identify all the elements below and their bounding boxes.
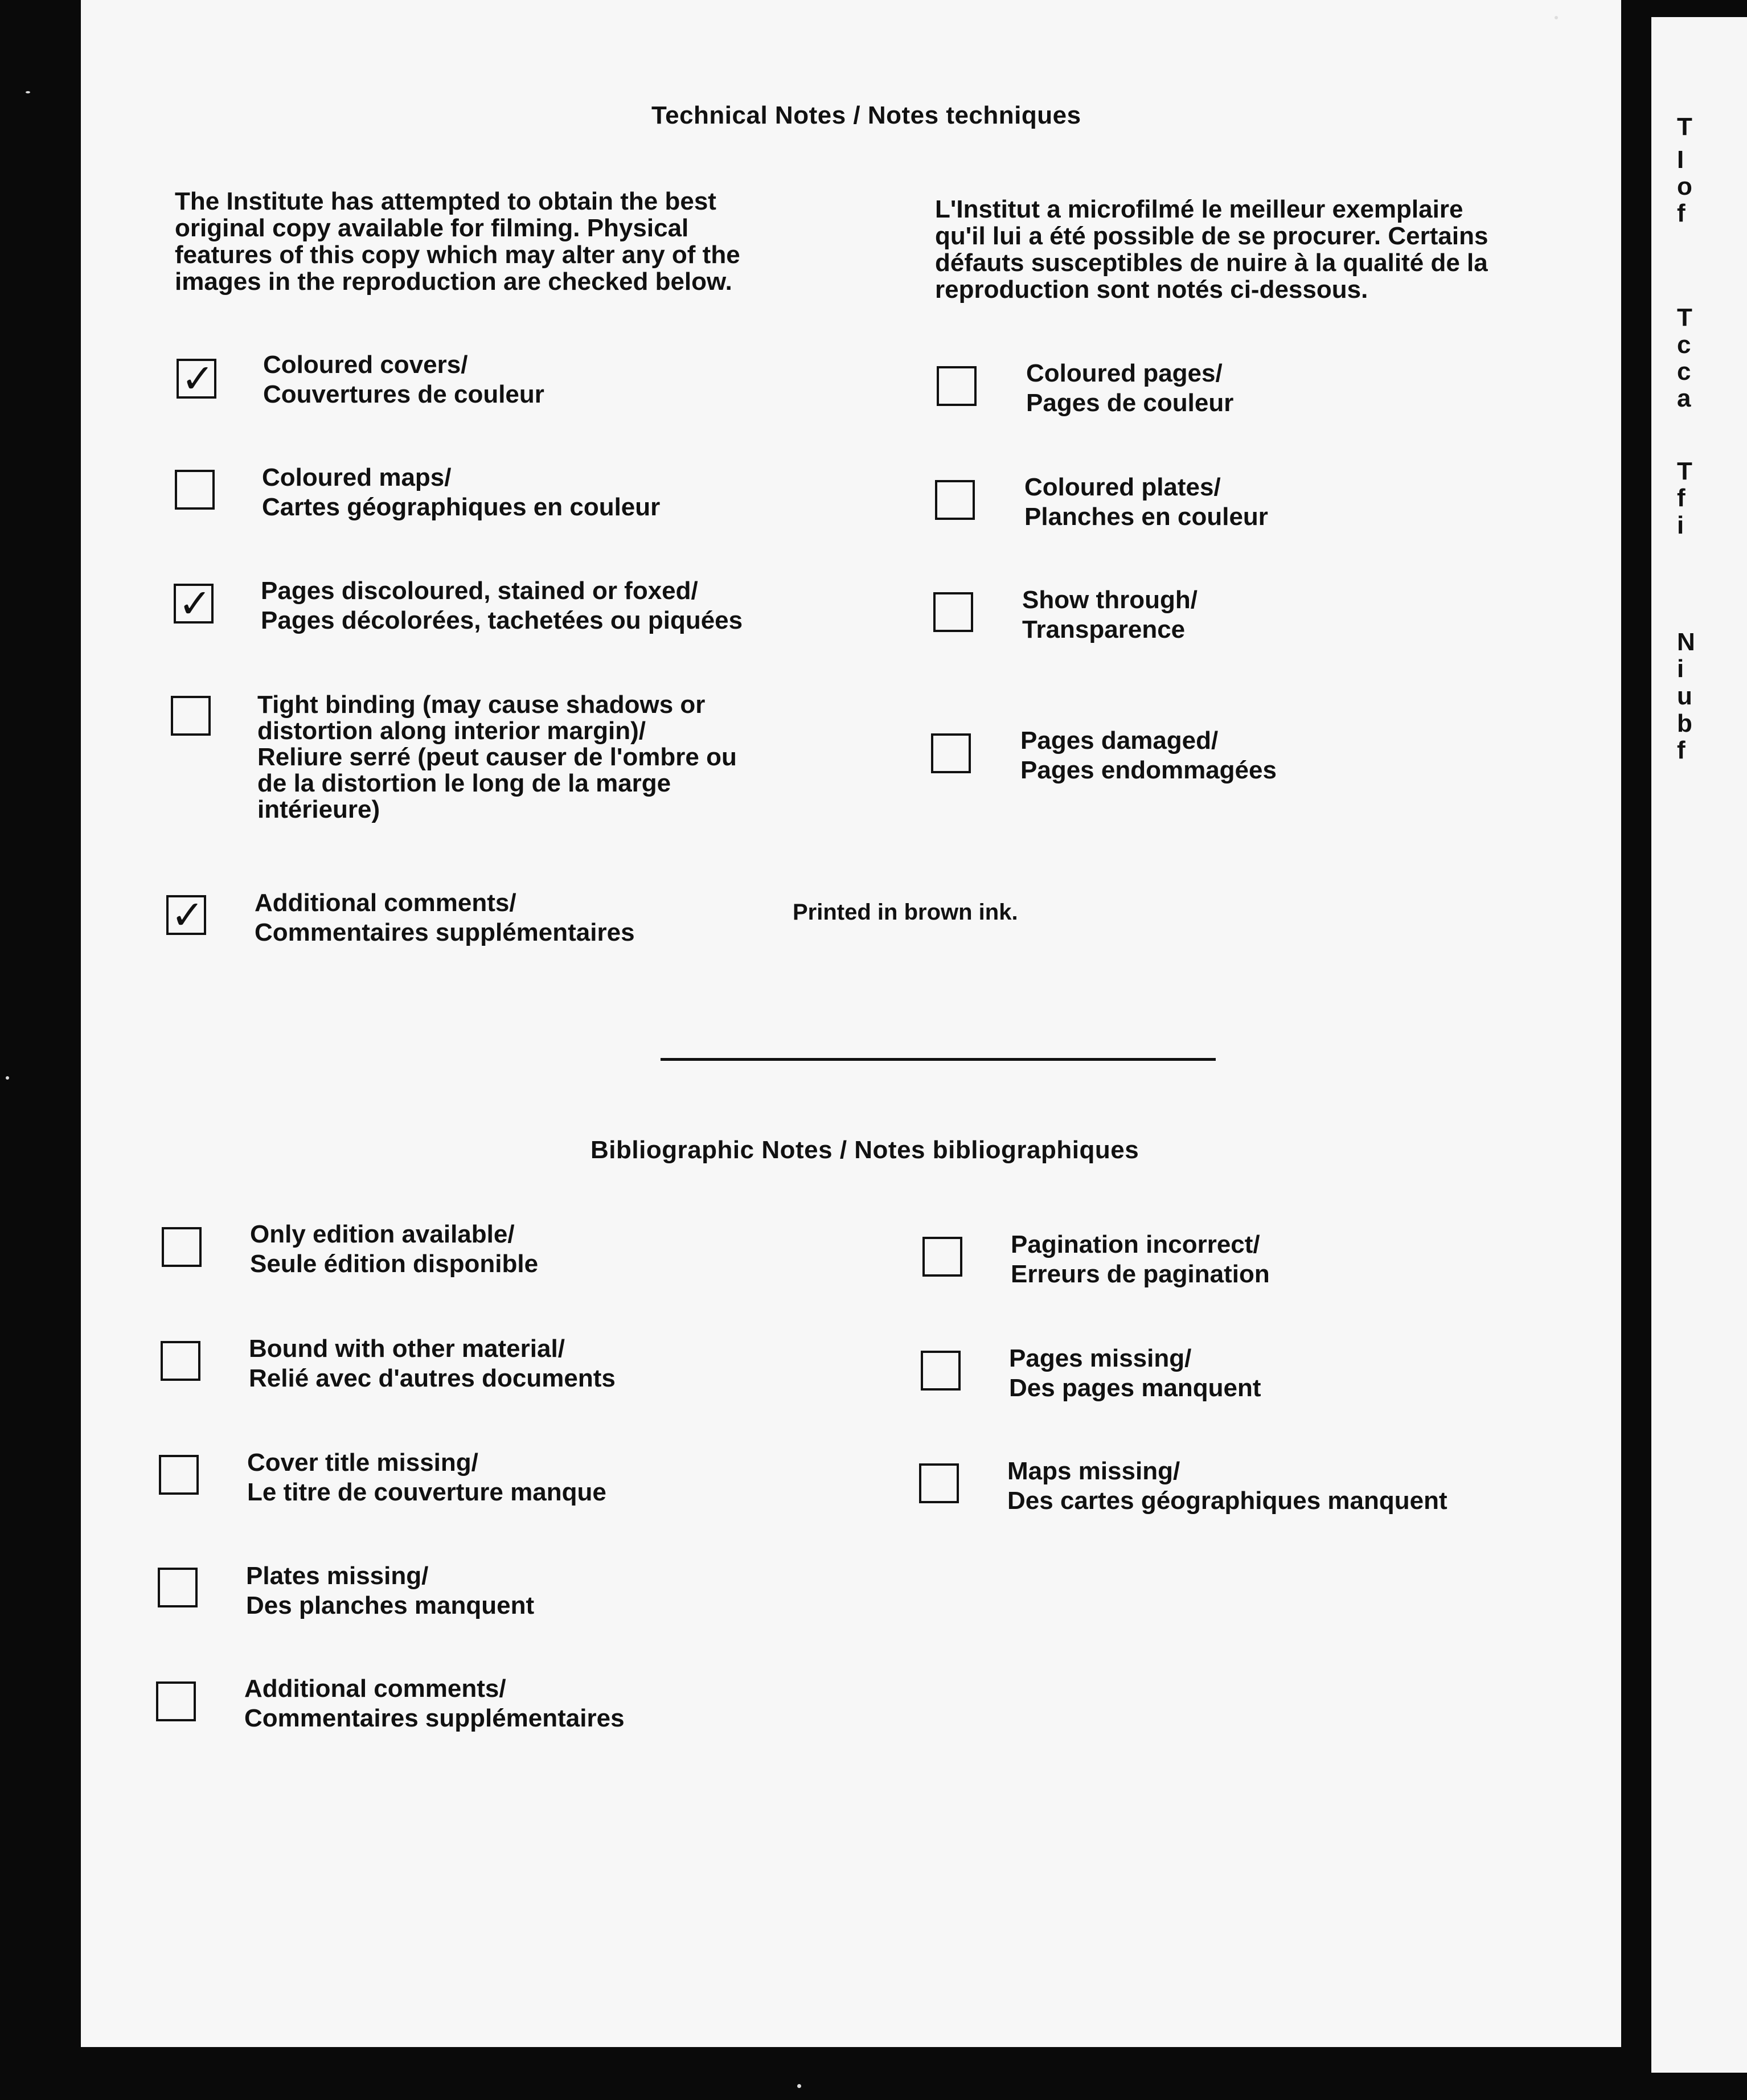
adjacent-fragment: o — [1677, 173, 1692, 200]
label-pages-missing: Pages missing/ Des pages manquent — [1009, 1344, 1261, 1402]
film-speck — [6, 1076, 9, 1080]
label-cover-title-missing: Cover title missing/ Le titre de couverture manque — [247, 1449, 606, 1506]
adjacent-fragment: i — [1677, 511, 1684, 539]
checkbox-coloured-covers[interactable] — [177, 356, 216, 401]
intro-en-line: original copy available for filming. Physical — [175, 214, 689, 242]
adjacent-fragment: a — [1677, 384, 1691, 412]
film-speck — [797, 2084, 801, 2088]
checkbox-pages-missing[interactable] — [921, 1351, 961, 1391]
checkbox-coloured-pages[interactable] — [937, 366, 977, 406]
technical-notes-title: Technical Notes / Notes techniques — [651, 101, 1081, 129]
checkbox-coloured-maps[interactable] — [175, 470, 215, 510]
label-coloured-maps: Coloured maps/ Cartes géographiques en couleur — [262, 464, 661, 521]
adjacent-fragment: c — [1677, 358, 1691, 385]
bibliographic-notes-title: Bibliographic Notes / Notes bibliographiques — [590, 1136, 1139, 1164]
label-coloured-pages: Coloured pages/ Pages de couleur — [1026, 359, 1234, 417]
section-divider — [661, 1058, 1216, 1061]
adjacent-fragment: i — [1677, 655, 1684, 683]
checkbox-coloured-plates[interactable] — [935, 480, 975, 520]
checkbox-plates-missing[interactable] — [158, 1568, 198, 1607]
checkbox-pages-discoloured[interactable] — [174, 581, 214, 626]
adjacent-page-edge — [1651, 17, 1747, 2073]
label-pages-damaged: Pages damaged/ Pages endommagées — [1020, 727, 1277, 784]
label-coloured-covers: Coloured covers/ Couvertures de couleur — [263, 351, 544, 408]
adjacent-fragment: f — [1677, 484, 1686, 512]
checkbox-only-edition[interactable] — [162, 1227, 202, 1267]
checkbox-cover-title-missing[interactable] — [159, 1455, 199, 1495]
checkbox-additional-comments-technical[interactable] — [166, 895, 206, 935]
film-speck — [1555, 16, 1558, 19]
check-mark-icon: ✓ — [181, 356, 215, 401]
intro-en-line: features of this copy which may alter any of the — [175, 241, 740, 269]
label-pages-discoloured: Pages discoloured, stained or foxed/ Pages décolorées, tachetées ou piquées — [261, 577, 743, 634]
check-mark-icon: ✓ — [171, 893, 204, 937]
checkbox-pagination-incorrect[interactable] — [922, 1237, 962, 1277]
adjacent-fragment: b — [1677, 709, 1692, 737]
label-maps-missing: Maps missing/ Des cartes géographiques manquent — [1007, 1457, 1447, 1515]
checkbox-tight-binding[interactable] — [171, 696, 211, 736]
intro-fr-line: L'Institut a microfilmé le meilleur exemplaire — [935, 195, 1463, 223]
label-tight-binding: Tight binding (may cause shadows or distortion along interior margin)/ Reliure serré (peut causer de l'ombre ou de la distortion le long de la marge intérieure) — [257, 691, 737, 823]
film-speck — [26, 91, 30, 93]
adjacent-fragment: f — [1677, 199, 1686, 227]
adjacent-fragment: T — [1677, 113, 1692, 141]
label-additional-comments-technical: Additional comments/ Commentaires supplémentaires — [255, 889, 635, 946]
adjacent-fragment: I — [1677, 146, 1684, 174]
form-page — [81, 0, 1621, 2047]
check-mark-icon: ✓ — [178, 581, 212, 626]
intro-en-line: images in the reproduction are checked below. — [175, 268, 732, 296]
additional-comments-note: Printed in brown ink. — [793, 900, 1018, 925]
technical-intro-french — [935, 196, 1539, 303]
checkbox-bound-with[interactable] — [161, 1341, 200, 1381]
technical-intro-english — [175, 188, 778, 295]
adjacent-fragment: N — [1677, 628, 1695, 656]
label-show-through: Show through/ Transparence — [1022, 586, 1198, 643]
label-coloured-plates: Coloured plates/ Planches en couleur — [1024, 473, 1268, 531]
checkbox-pages-damaged[interactable] — [931, 733, 971, 773]
checkbox-show-through[interactable] — [933, 592, 973, 632]
adjacent-fragment: T — [1677, 303, 1692, 331]
label-plates-missing: Plates missing/ Des planches manquent — [246, 1562, 535, 1619]
intro-fr-line: défauts susceptibles de nuire à la qualité de la — [935, 249, 1488, 277]
checkbox-maps-missing[interactable] — [919, 1463, 959, 1503]
adjacent-fragment: u — [1677, 682, 1692, 710]
label-bound-with: Bound with other material/ Relié avec d'autres documents — [249, 1335, 616, 1392]
label-additional-comments-bibliographic: Additional comments/ Commentaires supplémentaires — [244, 1675, 625, 1732]
checkbox-additional-comments-bibliographic[interactable] — [156, 1681, 196, 1721]
label-pagination-incorrect: Pagination incorrect/ Erreurs de pagination — [1011, 1231, 1270, 1288]
adjacent-fragment: T — [1677, 457, 1692, 485]
intro-en-line: The Institute has attempted to obtain the best — [175, 187, 716, 215]
intro-fr-line: qu'il lui a été possible de se procurer. Certains — [935, 222, 1488, 250]
adjacent-fragment: c — [1677, 331, 1691, 359]
label-only-edition: Only edition available/ Seule édition disponible — [250, 1220, 539, 1278]
intro-fr-line: reproduction sont notés ci-dessous. — [935, 276, 1368, 303]
adjacent-fragment: f — [1677, 736, 1686, 764]
